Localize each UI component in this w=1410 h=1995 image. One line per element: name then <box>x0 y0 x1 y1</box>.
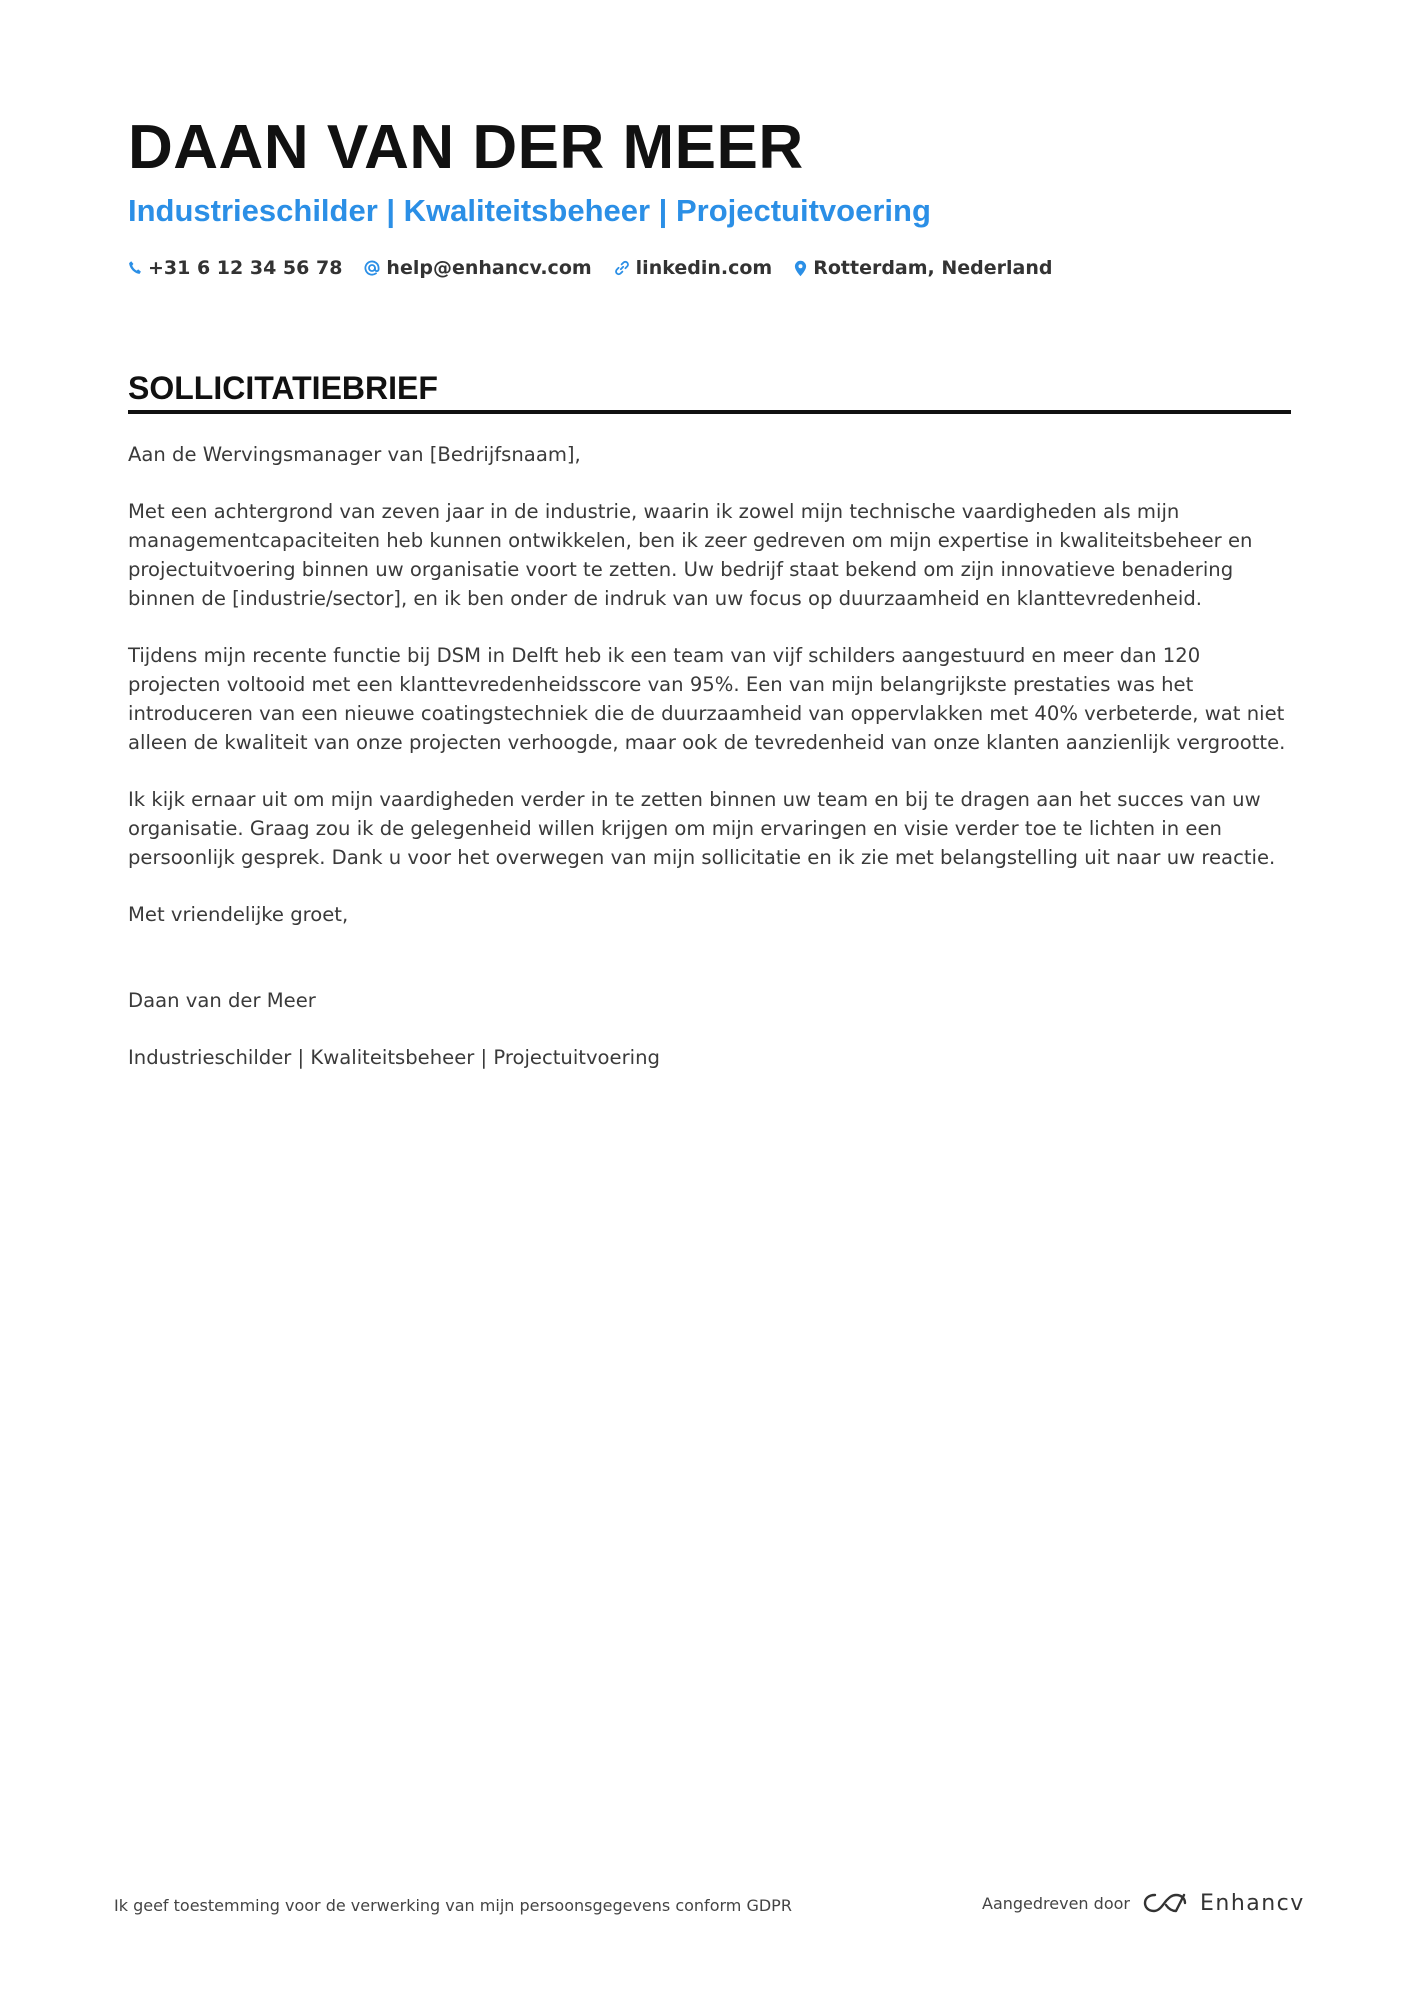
letter-paragraph-2: Tijdens mijn recente functie bij DSM in Delft heb ik een team van vijf schilders aangestuurd en meer dan 120 projecten voltooid met een klanttevredenheidsscore van 95%. Een van mijn belangrijkste prestaties was het introduceren van een nieuwe coatingstechniek die de duurzaamheid van oppervlakken met 40% verbeterde, wat niet alleen de kwaliteit van onze projecten verhoogde, maar ook de tevredenheid van onze klanten aanzienlijk vergrootte. <box>128 644 1286 754</box>
letter-salutation: Aan de Wervingsmanager van [Bedrijfsnaam], <box>128 443 581 466</box>
contact-location[interactable] <box>794 254 1052 282</box>
powered-by[interactable] <box>982 1890 1305 1916</box>
contact-email-text: help@enhancv.com <box>386 257 592 279</box>
letter-paragraph-3: Ik kijk ernaar uit om mijn vaardigheden verder in te zetten binnen uw team en bij te dragen aan het succes van uw organisatie. Graag zou ik de gelegenheid willen krijgen om mijn ervaringen en visie verder toe te lichten in een persoonlijk gesprek. Dank u voor het overwegen van mijn sollicitatie en ik zie met belangstelling uit naar uw reactie. <box>128 787 1276 869</box>
contact-location-text: Rotterdam, Nederland <box>813 257 1053 279</box>
contact-linkedin[interactable] <box>614 254 773 282</box>
contact-phone[interactable] <box>128 254 342 282</box>
powered-by-label: Aangedreven door <box>982 1893 1130 1913</box>
enhancv-brand: Enhancv <box>1199 1890 1305 1916</box>
signature-name: Daan van der Meer <box>128 988 316 1012</box>
section-title: SOLLICITATIEBRIEF <box>128 370 438 406</box>
letter-paragraph-1: Met een achtergrond van zeven jaar in de industrie, waarin ik zowel mijn technische vaardigheden als mijn managementcapaciteiten heb kunnen ontwikkelen, ben ik zeer gedreven om mijn expertise in kwaliteitsbeheer en projectuitvoering binnen uw organisatie voort te zetten. Uw bedrijf staat bekend om zijn innovatieve benadering binnen de [industrie/sector], en ik ben onder de indruk van uw focus op duurzaamheid en klanttevredenheid. <box>128 500 1253 610</box>
contact-bar <box>128 254 1052 282</box>
contact-phone-text: +31 6 12 34 56 78 <box>148 257 343 279</box>
contact-email[interactable] <box>364 254 591 282</box>
signature-title: Industrieschilder | Kwaliteitsbeheer | Projectuitvoering <box>128 1046 660 1070</box>
contact-linkedin-text: linkedin.com <box>635 257 773 279</box>
location-pin-icon <box>794 260 807 277</box>
letter-body <box>128 441 1291 1102</box>
phone-icon <box>128 260 142 276</box>
letter-closing: Met vriendelijke groet, <box>128 902 349 926</box>
applicant-headline: Industrieschilder | Kwaliteitsbeheer | Projectuitvoering <box>128 193 931 228</box>
at-icon <box>364 260 380 276</box>
link-icon <box>614 260 630 276</box>
section-divider <box>128 410 1291 414</box>
applicant-name: DAAN VAN DER MEER <box>128 113 804 182</box>
gdpr-consent: Ik geef toestemming voor de verwerking van mijn persoonsgegevens conform GDPR <box>114 1896 792 1915</box>
enhancv-logo-icon <box>1142 1890 1188 1916</box>
